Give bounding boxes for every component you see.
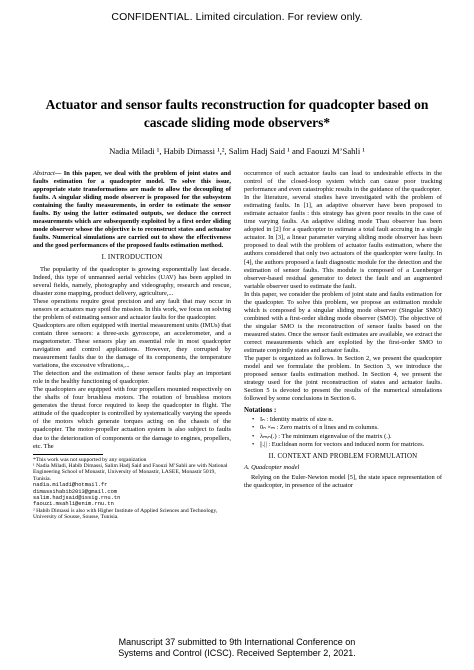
notation-item: • Iₙ : Identity matrix of size n.: [252, 416, 442, 424]
author-email[interactable]: nadia.miladi@hotmail.fr: [33, 482, 108, 489]
intro-paragraph: occurrence of such actuator faults can lead to undesirable effects in the control of the closed-loop system which can cause poor tracking performance and even catastrophic results in the guidance of the quadcopter.: [244, 170, 442, 194]
left-column: [33, 170, 231, 521]
model-paragraph: Relying on the Euler-Newton model [5], the state space representation of the quadcopter, in presence of the actuator: [244, 473, 442, 489]
author-list: Nadia Miladi ¹, Habib Dimassi ¹,², Salim Hadj Said ¹ and Faouzi M’Sahli ¹: [109, 146, 365, 156]
confidential-header: CONFIDENTIAL. Limited circulation. For review only.: [111, 11, 363, 23]
notations-heading: Notations :: [244, 407, 277, 415]
footnote-divider: [33, 454, 103, 455]
footer-line: Systems and Control (ICSC). Received September 2, 2021.: [118, 648, 356, 658]
intro-paragraph: These operations require great precision and any fault that may occur in sensors or actuators may spoil the mission. In this work, we focus on solving the problem of estimating sensor and actuator faults for the quadcopter.: [33, 297, 231, 321]
author-email[interactable]: salim.hadjsaid@issig.rnu.tn: [33, 495, 121, 502]
abstract: [33, 170, 231, 250]
footnote-affiliation-1: ¹ Nadia Miladi, Habib Dimassi, Salim Hadj Said and Faouzi M’Sahli are with National Engineering School of Monastir, University of Monastir, LASEE, Monastir 5019, Tunisia.: [33, 463, 228, 482]
intro-paragraph: The quadcopters are equipped with four propellers mounted respectively on the shafts of four brushless motors. The rotation of brushless motors generates the thrust force required to keep the quadcopter in flight. The attitude of the quadcopter is controlled by systematically varying the speeds of the motors which generate torques acting on the chassis of the quadcopter. The motor-propeller actuation system is also subject to faults due to the deterioration of components or the damage to engines, propellers, etc. The: [33, 386, 231, 450]
notation-item: • λₘᵢₙ(.) : The minimum eigenvalue of the matrix (.).: [252, 433, 442, 441]
section-heading-problem-formulation: II. CONTEXT AND PROBLEM FORMULATION: [268, 452, 418, 460]
manuscript-footer: [0, 637, 474, 659]
section-heading-introduction: I. INTRODUCTION: [101, 254, 163, 262]
intro-paragraph: The detection and the estimation of these sensor faults play an important role in the healthy functioning of quadcopter.: [33, 370, 231, 386]
footnote-support: *This work was not supported by any organization: [33, 456, 147, 463]
footnote-affiliation-2: ² Habib Dimassi is also with Higher Institute of Applied Sciences and Technology, University of Sousse, Sousse, Tunisia.: [33, 507, 218, 521]
intro-paragraph: The paper is organized as follows. In Section 2, we present the quadcopter model and we formulate the problem. In Section 3, we introduce the proposed sensor faults estimation method. In Section 4, we present the strategy used for the joint reconstruction of states and actuator faults. Section 5 is devoted to present the results of the numerical simulations followed by some conclusions in Section 6.: [244, 355, 442, 403]
notation-item: • 0ₙ ×ₘ : Zero matrix of n lines and m columns.: [252, 424, 442, 432]
subsection-heading-quadcopter-model: A. Quadcopter model: [244, 463, 300, 471]
intro-paragraph: Quadcopters are often equipped with inertial measurement units (IMUs) that contain three sensors: a three-axis gyroscope, an accelerometer, and a magnetometer. These sensors play an essential role in most quadcopter navigation and control applications. However, they corrupted by measurement faults due to the damage of its components, the temperature variations, the excessive vibrations,...: [33, 321, 231, 370]
footer-line: Manuscript 37 submitted to 9th International Conference on: [118, 637, 356, 647]
intro-paragraph: In this paper, we consider the problem of joint state and faults estimation for the quadcopter. To solve this problem, we propose an estimation module which is composed by a singular sliding mode observer (Singular SMO) combined with a first-order sliding mode observer (SMO). The objective of the singular SMO is the reconstruction of sensor faults based on the measured states. Once the sensor fault estimates are available, we extract the correct measurements which are exploited by the first-order SMO to estimate conjointly states and actuator faults.: [244, 290, 442, 355]
notation-item: • ||.|| : Euclidean norm for vectors and induced norm for matrices.: [252, 441, 442, 449]
abstract-label: Abstract: [33, 170, 55, 177]
author-email[interactable]: faouzi.msahli@enim.rnu.tn: [33, 501, 114, 508]
intro-paragraph: The popularity of the quadcopter is growing exponentially last decade. Indeed, this type of unmanned aerial vehicles (UAV) has been applied in several fields, namely, photography and videography, research and rescue, disaster zone mapping, product delivery, agriculture,...: [33, 265, 231, 297]
notations-list: [244, 416, 442, 448]
author-email[interactable]: dimassihabib2013@gmail.com: [33, 488, 118, 495]
intro-paragraph: In the literature, several studies have investigated with the problem of estimating faults. In [1], an adaptive observer have been proposed to estimate actuator faults : this strategy has given poor results in the case of time varying faults. An adaptive sliding mode Thau observer has been adopted in [2] for a quadcopter to estimate a total fault accruing in a single actuator. In [3], a linear parameter varying sliding mode observer has been proposed to deal with the problem of actuator faults estimation, where the authors considered that only two actuators of the quadcopter were faulty. In [4], the authors proposed a fault diagnostic module for the detection and the estimation of sensor faults. This module is composed of a Luenberger observer-based residual generator to detect the fault and an augmented variable observer used to estimate the fault.: [244, 194, 442, 290]
abstract-text: — In this paper, we deal with the problem of joint states and faults estimation for a quadcopter model. To solve this issue, appropriate state transformations are made to allow the decoupling of faults. A singular sliding mode observer is proposed for the subsystem containing the faulty measurements, in order to estimate the sensor faults. By using the latter estimated outputs, we deduce the correct measurements which are subsequently exploited by a first order sliding mode observer whose the objective is to reconstruct states and actuator faults. Numerical simulations are carried out to show the effectiveness and the good performances of the proposed faults estimation method.: [33, 170, 231, 250]
right-column: [244, 170, 442, 490]
paper-title: Actuator and sensor faults reconstruction for quadcopter based on cascade sliding mode observers*: [45, 97, 429, 130]
